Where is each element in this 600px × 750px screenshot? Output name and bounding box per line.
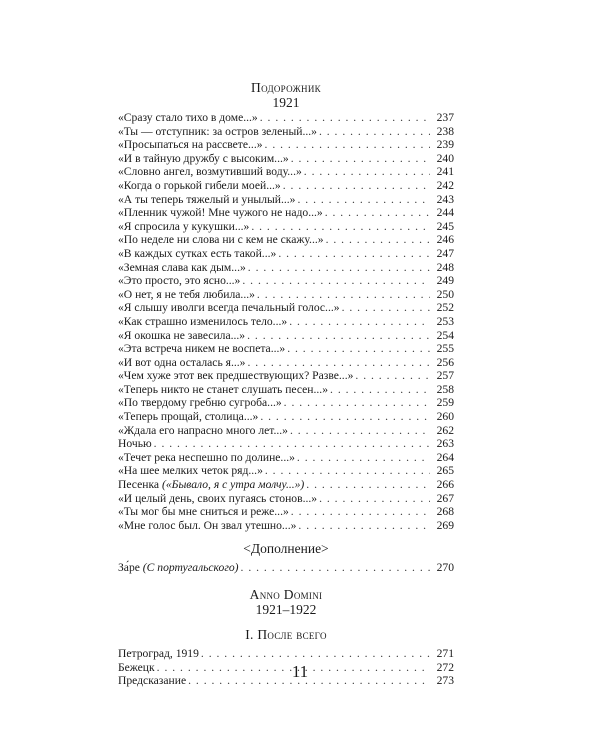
toc-entry-page: 263	[436, 437, 454, 451]
toc-entry-title: «На шее мелких четок ряд...»	[118, 464, 263, 478]
toc-entry	[118, 647, 454, 661]
toc-entry	[118, 165, 454, 179]
toc-entry	[118, 179, 454, 193]
toc-entry	[118, 478, 454, 492]
toc-entry-title: «И целый день, своих пугаясь стонов...»	[118, 491, 318, 505]
dot-leader	[326, 233, 430, 247]
toc-entry	[118, 519, 454, 533]
toc-entry-title: «Когда о горькой гибели моей...»	[118, 178, 281, 192]
toc-entry-title: «О нет, я не тебя любила...»	[118, 287, 255, 301]
dot-leader	[291, 505, 430, 519]
toc-entry-title: «В каждых сутках есть такой...»	[118, 246, 277, 260]
toc-entry-title: «Земная слава как дым...»	[118, 260, 246, 274]
toc-entry-page: 244	[436, 206, 454, 220]
toc-entry-page: 237	[436, 111, 454, 124]
dot-leader	[154, 437, 430, 451]
toc-entry	[118, 125, 454, 139]
toc-entry-page: 267	[436, 491, 454, 505]
dot-leader	[248, 261, 430, 275]
toc-list-supplement	[118, 561, 454, 575]
toc-entry-title: «Это просто, это ясно...»	[118, 274, 241, 288]
dot-leader	[297, 451, 430, 465]
toc-entry	[118, 437, 454, 451]
toc-entry-page: 254	[436, 328, 454, 342]
dot-leader	[290, 424, 430, 438]
toc-entry-page: 238	[436, 124, 454, 138]
toc-entry	[118, 561, 454, 575]
dot-leader	[260, 111, 430, 125]
toc-entry	[118, 152, 454, 166]
toc-entry	[118, 315, 454, 329]
toc-entry-title: «По неделе ни слова ни с кем не скажу...»	[118, 233, 324, 247]
toc-entry	[118, 261, 454, 275]
toc-entry-title: «Сразу стало тихо в доме...»	[118, 111, 258, 124]
toc-entry-page: 250	[436, 287, 454, 301]
dot-leader	[242, 274, 430, 288]
dot-leader	[265, 464, 430, 478]
dot-leader	[241, 561, 430, 575]
toc-entry-page: 246	[436, 233, 454, 247]
toc-entry-page: 258	[436, 382, 454, 396]
dot-leader	[247, 329, 430, 343]
toc-entry-title: Песенка («Бывало, я с утра молчу...»)	[118, 478, 305, 492]
toc-entry-page: 273	[436, 674, 454, 688]
toc-entry-subtitle: («Бывало, я с утра молчу...»)	[161, 478, 305, 492]
toc-entry-title: «А ты теперь тяжелый и унылый...»	[118, 192, 296, 206]
toc-entry	[118, 138, 454, 152]
toc-entry	[118, 193, 454, 207]
toc-entry	[118, 369, 454, 383]
dot-leader	[278, 247, 430, 261]
dot-leader	[330, 383, 430, 397]
section-title-supplement: <Дополнение>	[243, 541, 329, 557]
toc-entry-subtitle: (С португальского)	[142, 561, 239, 575]
toc-entry	[118, 220, 454, 234]
page-number: 11	[291, 662, 309, 681]
dot-leader	[304, 165, 430, 179]
dot-leader	[283, 179, 430, 193]
toc-entry	[118, 492, 454, 506]
toc-list-podorozhnik	[118, 111, 454, 532]
dot-leader	[319, 492, 430, 506]
toc-entry-page: 269	[436, 518, 454, 532]
toc-entry-title: «Мне голос был. Он звал утешно...»	[118, 518, 297, 532]
toc-entry-page: 259	[436, 396, 454, 410]
toc-entry-page: 265	[436, 464, 454, 478]
section-title-podorozhnik: Подорожник	[251, 80, 321, 95]
toc-entry-title: «Я окошка не завесила...»	[118, 328, 246, 342]
toc-entry-page: 256	[436, 355, 454, 369]
toc-entry-page: 248	[436, 260, 454, 274]
toc-entry-title: «Словно ангел, возмутивший воду...»	[118, 165, 302, 179]
toc-entry-title: «Эта встреча никем не воспета...»	[118, 342, 286, 356]
toc-entry	[118, 410, 454, 424]
toc-entry-title: Петроград, 1919	[118, 647, 199, 660]
toc-entry-page: 247	[436, 246, 454, 260]
toc-entry	[118, 396, 454, 410]
toc-entry	[118, 111, 454, 125]
dot-leader	[257, 288, 430, 302]
toc-entry-title: «Ты — отступник: за остров зеленый...»	[118, 124, 317, 138]
toc-entry	[118, 356, 454, 370]
toc-entry-title: «Ждала его напрасно много лет...»	[118, 423, 288, 437]
toc-entry-page: 245	[436, 219, 454, 233]
toc-entry-title: «Просыпаться на рассвете...»	[118, 138, 263, 152]
toc-entry	[118, 329, 454, 343]
toc-entry-page: 243	[436, 192, 454, 206]
toc-entry	[118, 383, 454, 397]
dot-leader	[284, 396, 430, 410]
toc-entry-page: 262	[436, 423, 454, 437]
toc-entry-title: «Чем хуже этот век предшествующих? Разве...»	[118, 369, 354, 383]
toc-entry-title: «Течет река неспешно по долине...»	[118, 450, 295, 464]
toc-entry-title: «По твердому гребню сугроба...»	[118, 396, 282, 410]
toc-entry-page: 252	[436, 301, 454, 315]
toc-entry-page: 253	[436, 314, 454, 328]
section-year-podorozhnik: 1921	[272, 95, 300, 110]
toc-entry-title: «Теперь никто не станет слушать песен...»	[118, 382, 329, 396]
toc-entry-page: 241	[436, 165, 454, 179]
toc-entry-title: Ночью	[118, 437, 152, 451]
dot-leader	[291, 152, 430, 166]
dot-leader	[297, 193, 430, 207]
dot-leader	[319, 125, 430, 139]
dot-leader	[342, 301, 430, 315]
dot-leader	[355, 369, 430, 383]
dot-leader	[325, 206, 430, 220]
dot-leader	[201, 647, 430, 661]
toc-entry-page: 271	[436, 647, 454, 660]
toc-entry-page: 257	[436, 369, 454, 383]
toc-entry	[118, 233, 454, 247]
toc-entry-title: «Я слышу иволги всегда печальный голос...»	[118, 301, 340, 315]
toc-entry	[118, 424, 454, 438]
toc-entry-title: «И вот одна осталась я...»	[118, 355, 246, 369]
subsection-title-after-all: I. После всего	[245, 627, 327, 642]
toc-page	[118, 80, 454, 688]
dot-leader	[247, 356, 430, 370]
toc-entry-page: 242	[436, 178, 454, 192]
dot-leader	[287, 342, 430, 356]
toc-entry	[118, 206, 454, 220]
toc-entry-title: «Я спросила у кукушки...»	[118, 219, 250, 233]
toc-entry	[118, 247, 454, 261]
toc-entry-page: 260	[436, 410, 454, 424]
toc-entry	[118, 464, 454, 478]
toc-entry	[118, 342, 454, 356]
dot-leader	[260, 410, 430, 424]
section-title-anno-domini: Anno Domini	[249, 587, 323, 602]
toc-entry-page: 255	[436, 342, 454, 356]
toc-entry-title: «Ты мог бы мне сниться и реже...»	[118, 505, 289, 519]
toc-entry-title: Бежецк	[118, 660, 155, 674]
dot-leader	[265, 138, 430, 152]
section-year-anno-domini: 1921–1922	[255, 602, 317, 617]
dot-leader	[251, 220, 430, 234]
toc-entry-title: «Теперь прощай, столица...»	[118, 410, 259, 424]
toc-entry-page: 264	[436, 450, 454, 464]
toc-entry-title: «Как страшно изменилось тело...»	[118, 314, 288, 328]
toc-entry-page: 239	[436, 138, 454, 152]
toc-entry-title: За́ре (С португальского)	[118, 561, 239, 575]
dot-leader	[289, 315, 430, 329]
toc-entry-page: 272	[436, 660, 454, 674]
toc-entry	[118, 301, 454, 315]
toc-entry-page: 249	[436, 274, 454, 288]
toc-entry-page: 268	[436, 505, 454, 519]
toc-entry	[118, 451, 454, 465]
toc-entry-page: 240	[436, 151, 454, 165]
toc-entry-page: 270	[436, 561, 454, 575]
toc-entry	[118, 274, 454, 288]
dot-leader	[298, 519, 430, 533]
toc-entry-title: «Пленник чужой! Мне чужого не надо...»	[118, 206, 323, 220]
toc-entry	[118, 505, 454, 519]
dot-leader	[306, 478, 430, 492]
toc-entry-title: Предсказание	[118, 674, 187, 688]
toc-entry-title: «И в тайную дружбу с высоким...»	[118, 151, 289, 165]
toc-entry-page: 266	[436, 478, 454, 492]
toc-entry	[118, 288, 454, 302]
